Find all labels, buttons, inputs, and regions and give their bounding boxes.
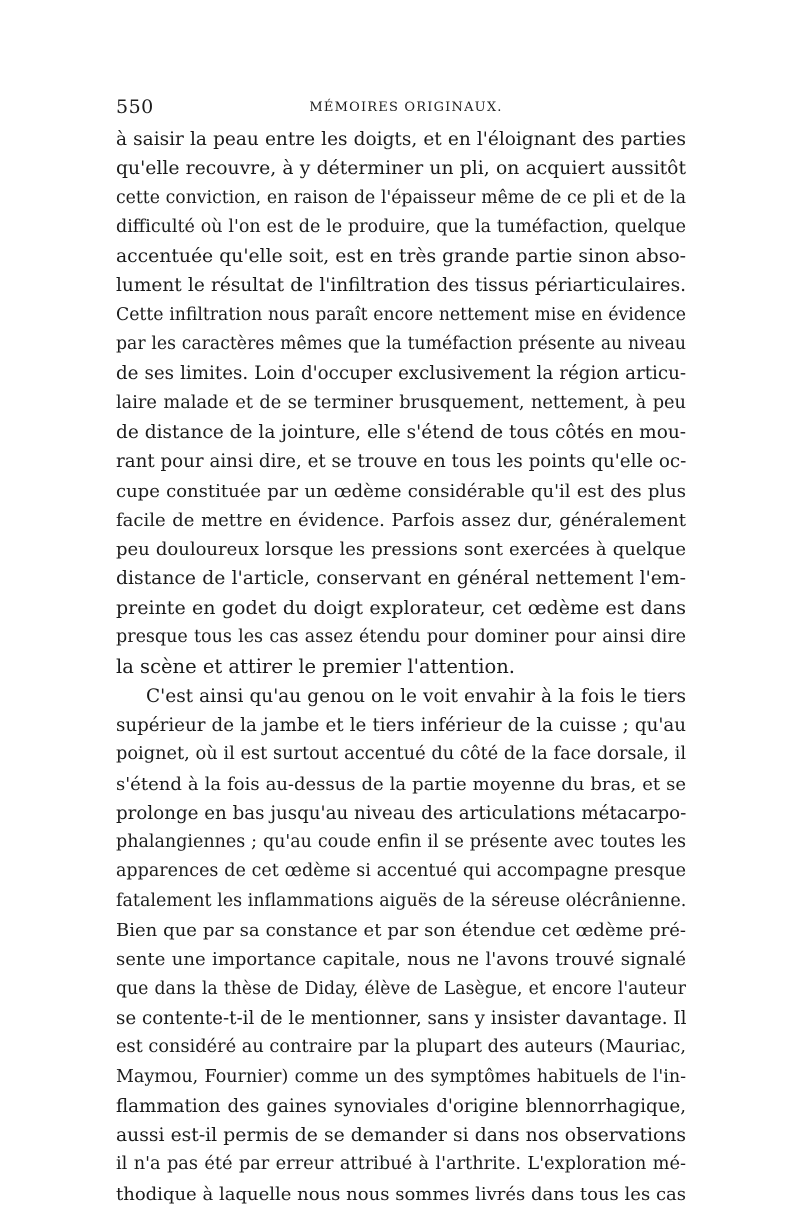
text-line: poignet, où il est surtout accentué du côté de la face dorsale, il [116,744,686,765]
text-line: se contente-t-il de le mentionner, sans y insister davantage. Il [116,1007,687,1029]
body-text [116,125,686,1209]
text-line: de distance de la jointure, elle s'étend de tous côtés en mou- [116,421,686,443]
text-line: Bien que par sa constance et par son étendue cet œdème pré- [116,920,686,942]
text-line: supérieur de la jambe et le tiers inférieur de la cuisse ; qu'au [116,714,686,736]
text-line: thodique à laquelle nous nous sommes livrés dans tous les cas [116,1183,686,1205]
text-line: Maymou, Fournier) comme un des symptômes habituels de l'in- [116,1066,686,1087]
text-line: difficulté où l'on est de le produire, que la tuméfaction, quelque [116,216,686,237]
text-line: sente une importance capitale, nous ne l'avons trouvé signalé [116,949,686,971]
page-header [116,96,686,120]
running-title: MÉMOIRES ORIGINAUX. [309,100,503,115]
text-line: fatalement les inflammations aiguës de la séreuse olécrânienne. [116,890,687,911]
text-line: il n'a pas été par erreur attribué à l'arthrite. L'exploration mé- [116,1154,686,1175]
text-line: à saisir la peau entre les doigts, et en l'éloignant des parties [116,129,686,150]
text-line: lument le résultat de l'infiltration des tissus périarticulaires. [116,275,686,297]
text-line: la scène et attirer le premier l'attention. [116,655,515,679]
text-line: facile de mettre en évidence. Parfois assez dur, généralement [116,509,686,531]
text-line: laire malade et de se terminer brusquement, nettement, à peu [116,392,686,413]
text-line: prolonge en bas jusqu'au niveau des articulations métacarpo- [116,802,687,824]
text-line: peu douloureux lorsque les pressions sont exercées à quelque [116,539,686,561]
text-line: par les caractères mêmes que la tuméfaction présente au niveau [116,334,686,355]
paragraph-2 [116,682,686,1209]
text-line: est considéré au contraire par la plupart des auteurs (Mauriac, [116,1037,686,1058]
text-line: cette conviction, en raison de l'épaisseur même de ce pli et de la [116,187,686,208]
text-line: de ses limites. Loin d'occuper exclusivement la région articu- [116,363,686,385]
text-line: cupe constituée par un œdème considérable qu'il est des plus [116,480,686,502]
text-line: qu'elle recouvre, à y déterminer un pli, on acquiert aussitôt [116,158,686,180]
text-line: flammation des gaines synoviales d'origine blennorrhagique, [116,1095,686,1117]
text-line: que dans la thèse de Diday, élève de Lasègue, et encore l'auteur [116,978,686,999]
text-line: distance de l'article, conservant en général nettement l'em- [116,568,686,590]
text-line: accentuée qu'elle soit, est en très grande partie sinon abso- [116,246,686,268]
paragraph-1 [116,125,686,682]
text-line: phalangiennes ; qu'au coude enfin il se présente avec toutes les [116,832,686,853]
text-line: rant pour ainsi dire, et se trouve en tous les points qu'elle oc- [116,451,687,473]
text-line: Cette infiltration nous paraît encore nettement mise en évidence [116,304,686,325]
text-line: apparences de cet œdème si accentué qui accompagne presque [116,861,686,882]
text-line: C'est ainsi qu'au genou on le voit envahir à la fois le tiers [146,685,686,707]
page-number: 550 [116,96,154,118]
text-line: preinte en godet du doigt explorateur, cet œdème est dans [116,596,686,619]
text-line: presque tous les cas assez étendu pour dominer pour ainsi dire [116,627,686,648]
text-line: s'étend à la fois au-dessus de la partie moyenne du bras, et se [116,773,686,795]
text-line: aussi est-il permis de se demander si dans nos observations [116,1125,686,1147]
